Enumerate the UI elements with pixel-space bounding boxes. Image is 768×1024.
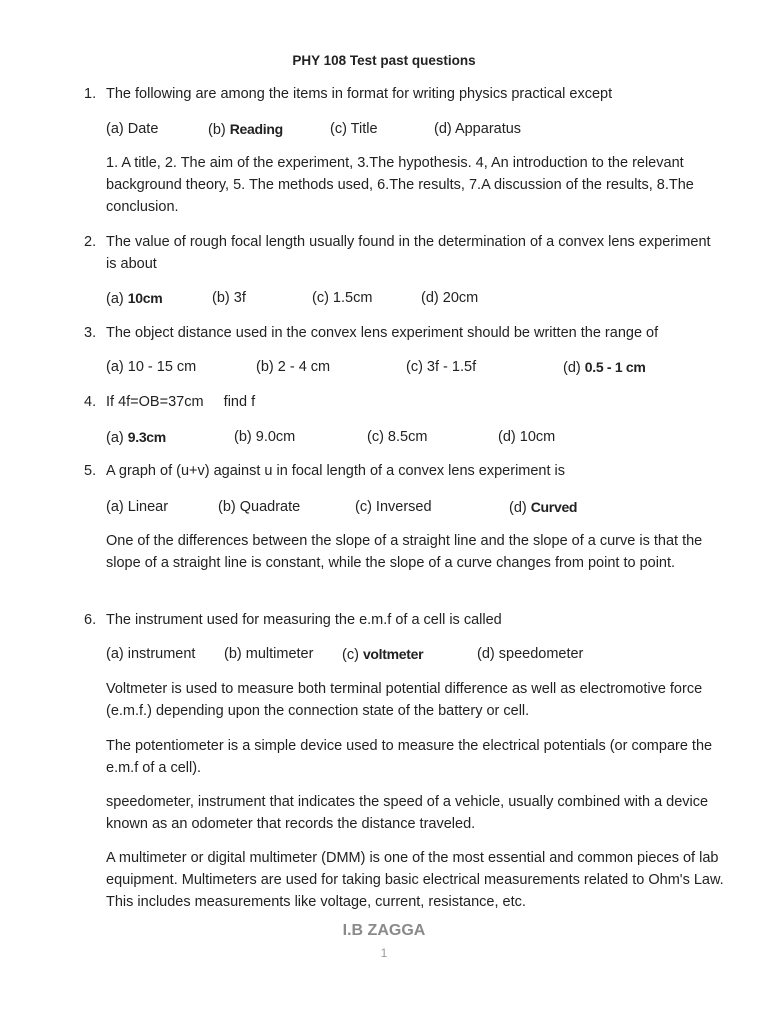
question-4-options — [106, 426, 726, 448]
option-d: (d) 20cm — [421, 290, 479, 306]
explanation-paragraph: 1. A title, 2. The aim of the experiment, 3.The hypothesis. 4, An introduction to the relevant background theory, 5. The methods used, 6.The results, 7.A discussion of the results, 8.The conclusion. — [106, 155, 694, 215]
correct-answer: voltmeter — [362, 646, 424, 662]
option-d: (d) 10cm — [498, 429, 556, 445]
question-4 — [84, 391, 724, 413]
option-label: (a) — [106, 291, 128, 307]
question-6 — [84, 609, 724, 631]
question-3-options — [106, 356, 726, 378]
option-label: (b) — [208, 122, 230, 138]
option-d — [563, 356, 646, 379]
correct-answer: 10cm — [127, 290, 163, 306]
option-b: (b) 9.0cm — [234, 429, 296, 445]
option-c: (c) 1.5cm — [312, 290, 373, 306]
question-number: 5. — [84, 463, 97, 479]
question-number: 2. — [84, 234, 97, 250]
footer-author: I.B ZAGGA — [342, 922, 426, 939]
option-c: (c) 3f - 1.5f — [406, 359, 477, 375]
page-title: PHY 108 Test past questions — [292, 53, 476, 68]
question-number: 1. — [84, 86, 97, 102]
explanation-paragraph-voltmeter: Voltmeter is used to measure both terminal potential difference as well as electromotive force (e.m.f.) depending upon the connection state of the battery or cell. — [106, 681, 703, 719]
option-label: (a) — [106, 430, 128, 446]
option-b: (b) multimeter — [224, 646, 314, 662]
option-b: (b) 2 - 4 cm — [256, 359, 331, 375]
question-text: A graph of (u+v) against u in focal length of a convex lens experiment is — [106, 463, 566, 479]
option-c: (c) 8.5cm — [367, 429, 428, 445]
question-number: 6. — [84, 612, 97, 628]
question-5 — [84, 460, 724, 482]
option-c: (c) Title — [330, 121, 378, 137]
option-a: (a) instrument — [106, 646, 196, 662]
page-number: 1 — [380, 946, 388, 960]
option-a: (a) Linear — [106, 499, 169, 515]
correct-answer: Curved — [530, 499, 578, 515]
option-c — [342, 643, 423, 666]
option-c: (c) Inversed — [355, 499, 432, 515]
option-b — [208, 118, 283, 141]
explanation-paragraph-potentiometer: The potentiometer is a simple device used to measure the electrical potentials (or compare the e.m.f of a cell). — [106, 738, 713, 776]
question-2 — [84, 231, 724, 275]
correct-answer: Reading — [229, 121, 283, 137]
question-text: If 4f=OB=37cm find f — [106, 394, 256, 410]
question-text: The following are among the items in format for writing physics practical except — [106, 86, 613, 102]
question-1-options — [106, 118, 726, 140]
question-1 — [84, 83, 724, 105]
option-b: (b) 3f — [212, 290, 246, 306]
option-a — [106, 426, 166, 449]
option-a: (a) Date — [106, 121, 159, 137]
correct-answer: 9.3cm — [127, 429, 166, 445]
option-a — [106, 287, 162, 310]
option-d: (d) speedometer — [477, 646, 584, 662]
explanation-paragraph-multimeter: A multimeter or digital multimeter (DMM) is one of the most essential and common pieces of lab equipment. Multimeters are used for taking basic electrical measurements related to Ohm's Law. This includes measurements like voltage, current, resistance, etc. — [106, 850, 724, 910]
option-label: (d) — [563, 360, 585, 376]
question-text: The object distance used in the convex lens experiment should be written the range of — [106, 325, 659, 341]
option-label: (d) — [509, 500, 531, 516]
question-text: The value of rough focal length usually found in the determination of a convex lens experiment is about — [106, 234, 711, 272]
question-2-options — [106, 287, 726, 309]
question-number: 3. — [84, 325, 97, 341]
explanation-paragraph-speedometer: speedometer, instrument that indicates the speed of a vehicle, usually combined with a device known as an odometer that records the distance traveled. — [106, 794, 709, 832]
question-text: The instrument used for measuring the e.m.f of a cell is called — [106, 612, 502, 628]
option-d: (d) Apparatus — [434, 121, 522, 137]
question-6-options — [106, 643, 726, 665]
question-3 — [84, 322, 724, 344]
correct-answer: 0.5 - 1 cm — [584, 359, 646, 375]
explanation-paragraph: One of the differences between the slope of a straight line and the slope of a curve is that the slope of a straight line is constant, while the slope of a curve changes from point to point. — [106, 533, 703, 571]
question-5-options — [106, 496, 726, 518]
option-label: (c) — [342, 647, 363, 663]
option-d — [509, 496, 577, 519]
option-b: (b) Quadrate — [218, 499, 301, 515]
option-a: (a) 10 - 15 cm — [106, 359, 197, 375]
question-number: 4. — [84, 394, 97, 410]
